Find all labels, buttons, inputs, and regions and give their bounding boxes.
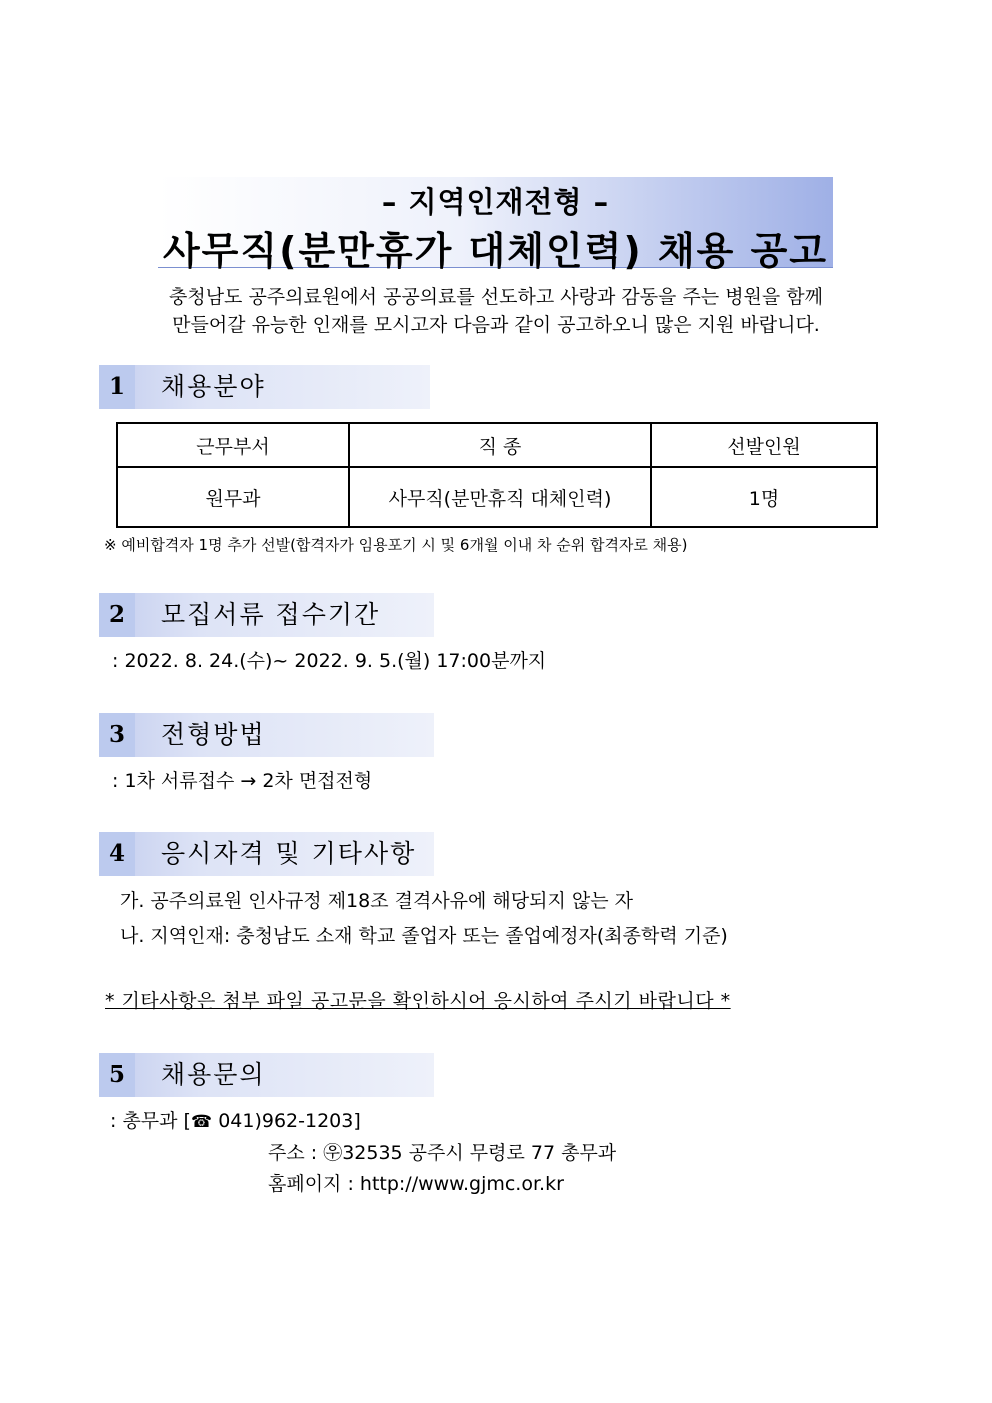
recruitment-table (116, 422, 878, 528)
section-title: 채용분야 (161, 372, 266, 401)
section-number: 1 (99, 365, 135, 409)
contact-homepage: 홈페이지 : http://www.gjmc.or.kr (268, 1173, 564, 1195)
page-title: 사무직(분만휴가 대체인력) 채용 공고 (162, 229, 829, 273)
section-title: 응시자격 및 기타사항 (161, 839, 417, 868)
section-number: 5 (99, 1053, 135, 1097)
section-title: 채용문의 (161, 1060, 266, 1089)
section-number: 3 (99, 713, 135, 757)
section-title: 모집서류 접수기간 (161, 600, 381, 629)
page-subtitle: – 지역인재전형 – (381, 185, 610, 219)
table-row (117, 467, 877, 527)
table-header-cell: 선발인원 (651, 423, 877, 467)
section-header-4 (99, 832, 434, 876)
table-header-cell: 근무부서 (117, 423, 349, 467)
section-header-3 (99, 713, 434, 757)
section-header-5 (99, 1053, 434, 1097)
table-cell: 사무직(분만휴직 대체인력) (349, 467, 651, 527)
table-header-row (117, 423, 877, 467)
table-cell: 원무과 (117, 467, 349, 527)
section-number: 4 (99, 832, 135, 876)
reserve-note: ※ 예비합격자 1명 추가 선발(합격자가 임용포기 시 및 6개월 이내 차 순위 합격자로 채용) (104, 536, 688, 554)
selection-method: : 1차 서류접수 → 2차 면접전형 (112, 770, 373, 792)
table-cell: 1명 (651, 467, 877, 527)
contact-phone-prefix: : 총무과 [ (110, 1110, 191, 1132)
application-period: : 2022. 8. 24.(수)~ 2022. 9. 5.(월) 17:00분까지 (112, 650, 547, 672)
qualification-item: 나. 지역인재: 충청남도 소재 학교 졸업자 또는 졸업예정자(최종학력 기준) (120, 925, 728, 947)
table-header-cell: 직 종 (349, 423, 651, 467)
contact-phone (110, 1106, 361, 1133)
contact-address: 주소 : ㉾32535 공주시 무령로 77 총무과 (268, 1142, 617, 1164)
section-number: 2 (99, 593, 135, 637)
intro-line-2: 만들어갈 유능한 인재를 모시고자 다음과 같이 공고하오니 많은 지원 바랍니다. (172, 314, 820, 336)
contact-phone-number: 041)962-1203] (212, 1110, 361, 1132)
section-title: 전형방법 (161, 720, 266, 749)
attachment-notice: * 기타사항은 첨부 파일 공고문을 확인하시어 응시하여 주시기 바랍니다 * (105, 990, 731, 1012)
qualification-item: 가. 공주의료원 인사규정 제18조 결격사유에 해당되지 않는 자 (120, 890, 633, 912)
section-header-2 (99, 593, 434, 637)
telephone-icon: ☎ (190, 1112, 213, 1132)
intro-line-1: 충청남도 공주의료원에서 공공의료를 선도하고 사랑과 감동을 주는 병원을 함께 (169, 286, 823, 308)
section-header-1 (99, 365, 430, 409)
